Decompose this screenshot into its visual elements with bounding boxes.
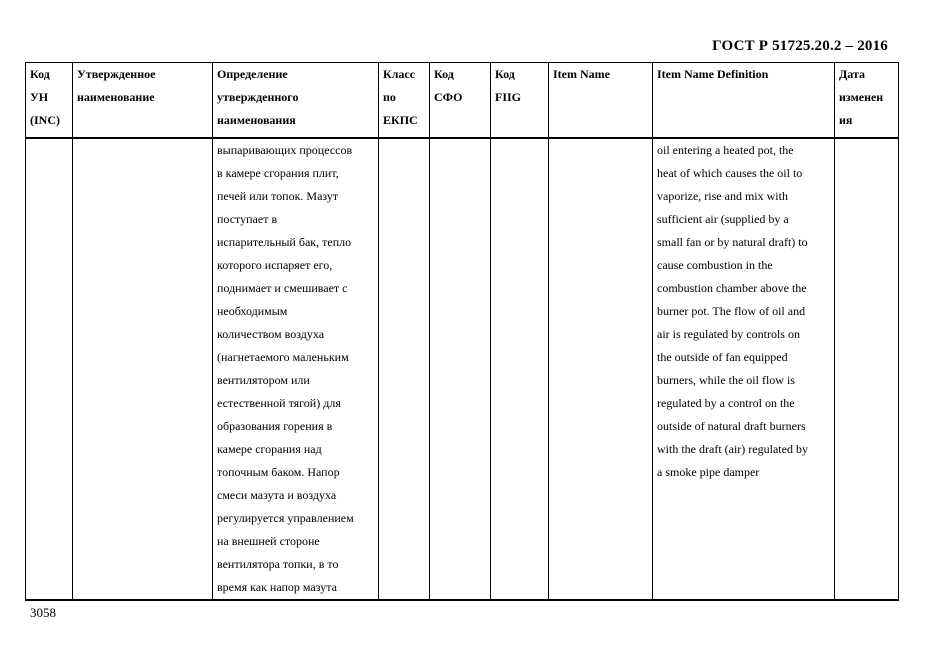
cell-inc (26, 138, 73, 600)
document-code: ГОСТ Р 51725.20.2 – 2016 (712, 38, 888, 54)
specification-table (25, 62, 899, 601)
column-header-item-name-definition: Item Name Definition (653, 63, 835, 138)
cell-definition-ru: выпаривающих процессов в камере сгорания плит, печей или топок. Мазут поступает в испарительный бак, тепло которого испаряет его, поднимает и смешивает с необходимым количеством воздуха (нагнетаемого маленьким вентилятором или естественной тягой) для образования горения в камере сгорания над топочным баком. Напор смеси мазута и воздуха регулируется управлением на внешней стороне вентилятора топки, в то время как напор мазута (213, 138, 379, 600)
cell-fiig-code (491, 138, 549, 600)
cell-ekps-class (379, 138, 430, 600)
table-row (26, 138, 899, 600)
column-header-inc: Код УН (INC) (26, 63, 73, 138)
column-header-fiig-code: Код FIIG (491, 63, 549, 138)
cell-item-name (549, 138, 653, 600)
column-header-sfo-code: Код СФО (430, 63, 491, 138)
cell-approved-name (73, 138, 213, 600)
column-header-ekps-class: Класс по ЕКПС (379, 63, 430, 138)
column-header-item-name: Item Name (549, 63, 653, 138)
cell-sfo-code (430, 138, 491, 600)
column-header-definition-ru: Определение утвержденного наименования (213, 63, 379, 138)
cell-definition-en: oil entering a heated pot, the heat of which causes the oil to vaporize, rise and mix with sufficient air (supplied by a small fan or by natural draft) to cause combustion in the combustion chamber above the burner pot. The flow of oil and air is regulated by controls on the outside of fan equipped burners, while the oil flow is regulated by a control on the outside of natural draft burners with the draft (air) regulated by a smoke pipe damper (653, 138, 835, 600)
page-number: 3058 (30, 605, 56, 620)
column-header-approved-name: Утвержденное наименование (73, 63, 213, 138)
column-header-change-date: Дата изменен ия (835, 63, 899, 138)
cell-change-date (835, 138, 899, 600)
table-header-row (26, 63, 899, 138)
